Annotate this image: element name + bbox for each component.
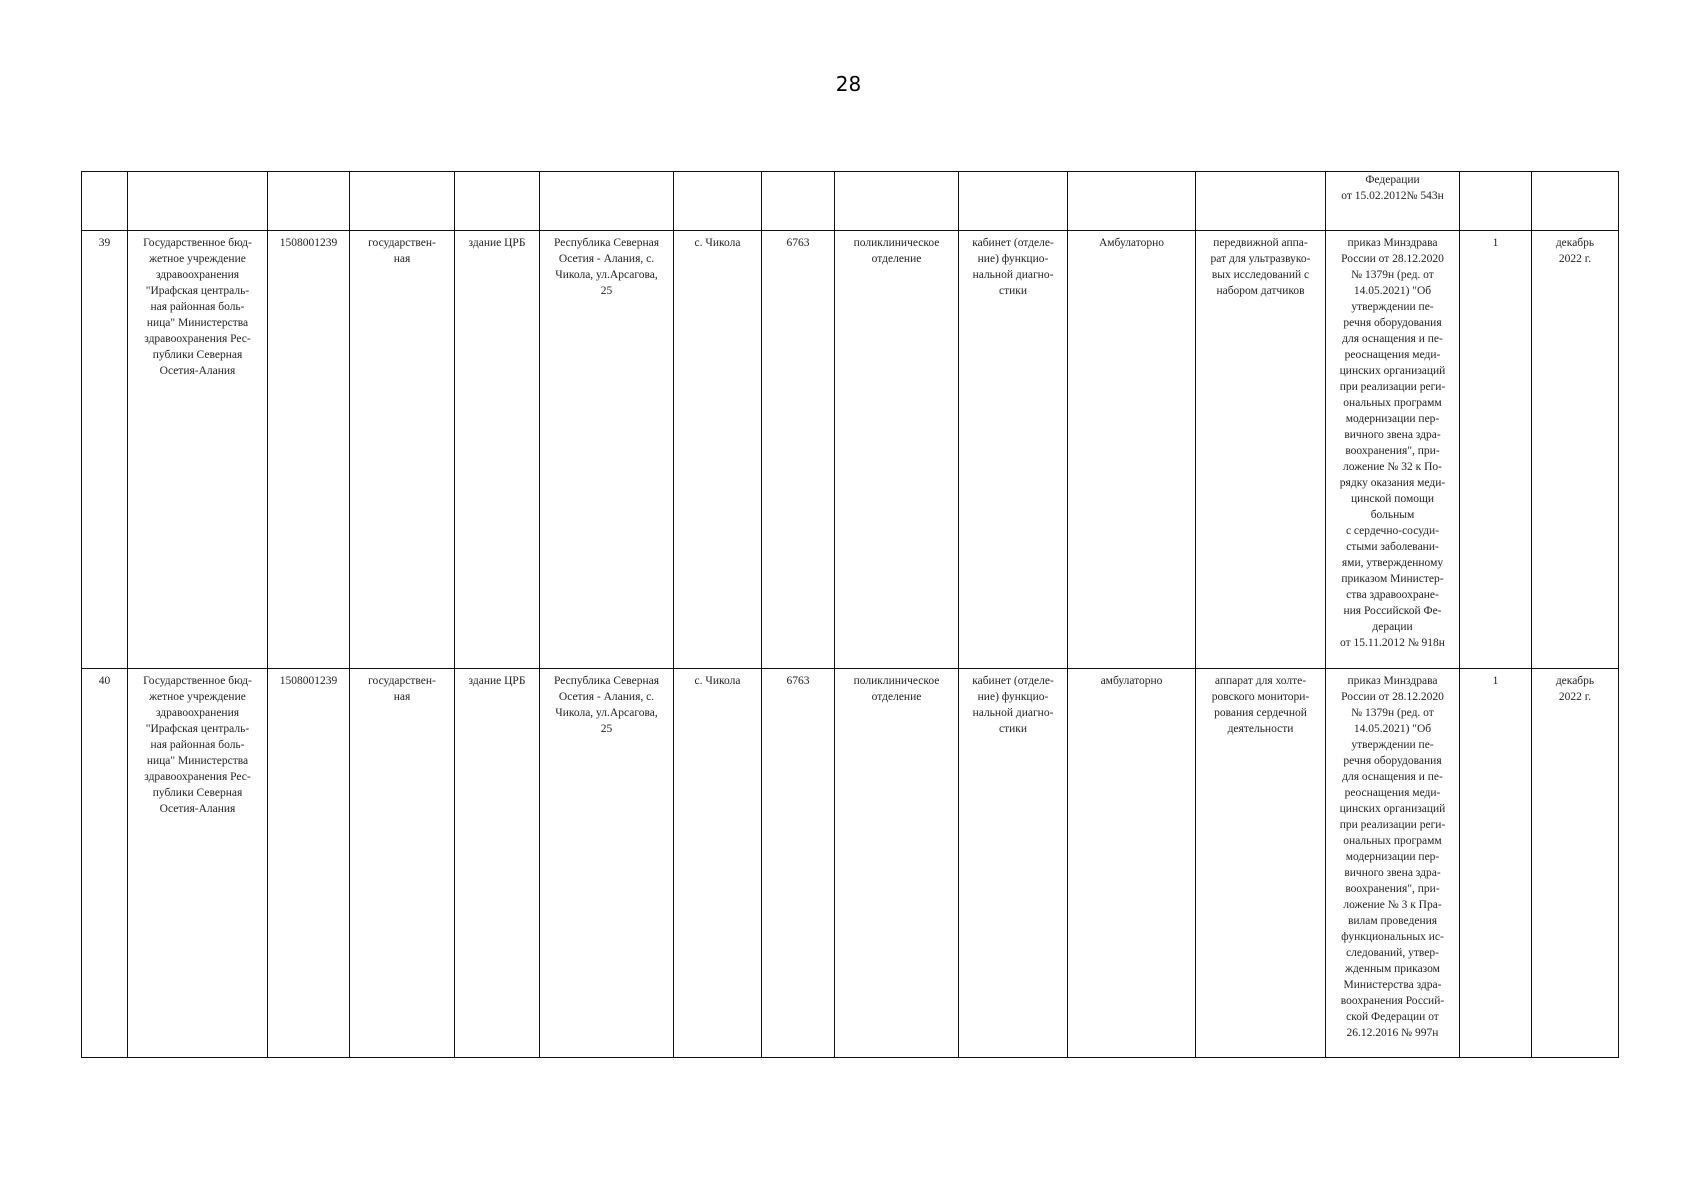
cell-empty xyxy=(674,172,762,231)
cell-date: декабрь 2022 г. xyxy=(1532,669,1619,1058)
cell-empty xyxy=(1532,172,1619,231)
cell-building: здание ЦРБ xyxy=(455,231,540,669)
cell-locality: с. Чикола xyxy=(674,669,762,1058)
cell-basis: приказ Минздрава России от 28.12.2020 № 1379н (ред. от 14.05.2021) "Об утверждении пе- речня оборудования для оснащения и пе- реоснащения меди- цинских организаций при реализации реги- ональных программ модернизации пер- вичного звена здра- воохранения", при- ложение № 32 к По- рядку оказания меди- цинской помощи больным с сердечно-сосуди- стыми заболевани- ями, утвержденному приказом Министер- ства здравоохране- ния Российской Фе- дерации от 15.11.2012 № 918н xyxy=(1326,231,1460,669)
table-row xyxy=(82,669,1619,1058)
cell-empty xyxy=(959,172,1068,231)
cell-basis: приказ Минздрава России от 28.12.2020 № 1379н (ред. от 14.05.2021) "Об утверждении пе- речня оборудования для оснащения и пе- реоснащения меди- цинских организаций при реализации реги- ональных программ модернизации пер- вичного звена здра- воохранения", при- ложение № 3 к Пра- вилам проведения функциональных ис- следований, утвер- жденным приказом Министерства здра- воохранения Россий- ской Федерации от 26.12.2016 № 997н xyxy=(1326,669,1460,1058)
cell-inn: 1508001239 xyxy=(268,669,350,1058)
cell-equipment: аппарат для холте- ровского монитори- рования сердечной деятельности xyxy=(1196,669,1326,1058)
cell-division: поликлиническое отделение xyxy=(835,669,959,1058)
cell-basis-continuation: Федерации от 15.02.2012№ 543н xyxy=(1326,172,1460,231)
cell-inn: 1508001239 xyxy=(268,231,350,669)
cell-organization: Государственное бюд- жетное учреждение здравоохранения "Ирафская централь- ная районная боль- ница" Министерства здравоохранения Рес- публики Северная Осетия-Алания xyxy=(128,231,268,669)
cell-cabinet: кабинет (отделе- ние) функцио- нальной диагно- стики xyxy=(959,669,1068,1058)
cell-care-form: амбулаторно xyxy=(1068,669,1196,1058)
cell-care-form: Амбулаторно xyxy=(1068,231,1196,669)
cell-population: 6763 xyxy=(762,231,835,669)
cell-equipment: передвижной аппа- рат для ультразвуко- вых исследований с набором датчиков xyxy=(1196,231,1326,669)
page-number: 28 xyxy=(835,72,862,96)
cell-population: 6763 xyxy=(762,669,835,1058)
cell-quantity: 1 xyxy=(1460,231,1532,669)
cell-empty xyxy=(1196,172,1326,231)
equipment-table xyxy=(81,171,1619,1058)
cell-address: Республика Северная Осетия - Алания, с. Чикола, ул.Арсагова, 25 xyxy=(540,669,674,1058)
cell-number: 40 xyxy=(82,669,128,1058)
cell-number: 39 xyxy=(82,231,128,669)
cell-date: декабрь 2022 г. xyxy=(1532,231,1619,669)
cell-empty xyxy=(268,172,350,231)
continuation-row xyxy=(82,172,1619,231)
cell-cabinet: кабинет (отделе- ние) функцио- нальной диагно- стики xyxy=(959,231,1068,669)
cell-empty xyxy=(128,172,268,231)
cell-organization: Государственное бюд- жетное учреждение здравоохранения "Ирафская централь- ная районная боль- ница" Министерства здравоохранения Рес- публики Северная Осетия-Алания xyxy=(128,669,268,1058)
cell-empty xyxy=(350,172,455,231)
cell-building: здание ЦРБ xyxy=(455,669,540,1058)
cell-division: поликлиническое отделение xyxy=(835,231,959,669)
cell-ownership: государствен- ная xyxy=(350,231,455,669)
cell-empty xyxy=(1460,172,1532,231)
cell-quantity: 1 xyxy=(1460,669,1532,1058)
cell-empty xyxy=(762,172,835,231)
table-row xyxy=(82,231,1619,669)
cell-address: Республика Северная Осетия - Алания, с. Чикола, ул.Арсагова, 25 xyxy=(540,231,674,669)
cell-locality: с. Чикола xyxy=(674,231,762,669)
cell-empty xyxy=(540,172,674,231)
cell-empty xyxy=(835,172,959,231)
cell-empty xyxy=(1068,172,1196,231)
cell-empty xyxy=(82,172,128,231)
cell-empty xyxy=(455,172,540,231)
cell-ownership: государствен- ная xyxy=(350,669,455,1058)
